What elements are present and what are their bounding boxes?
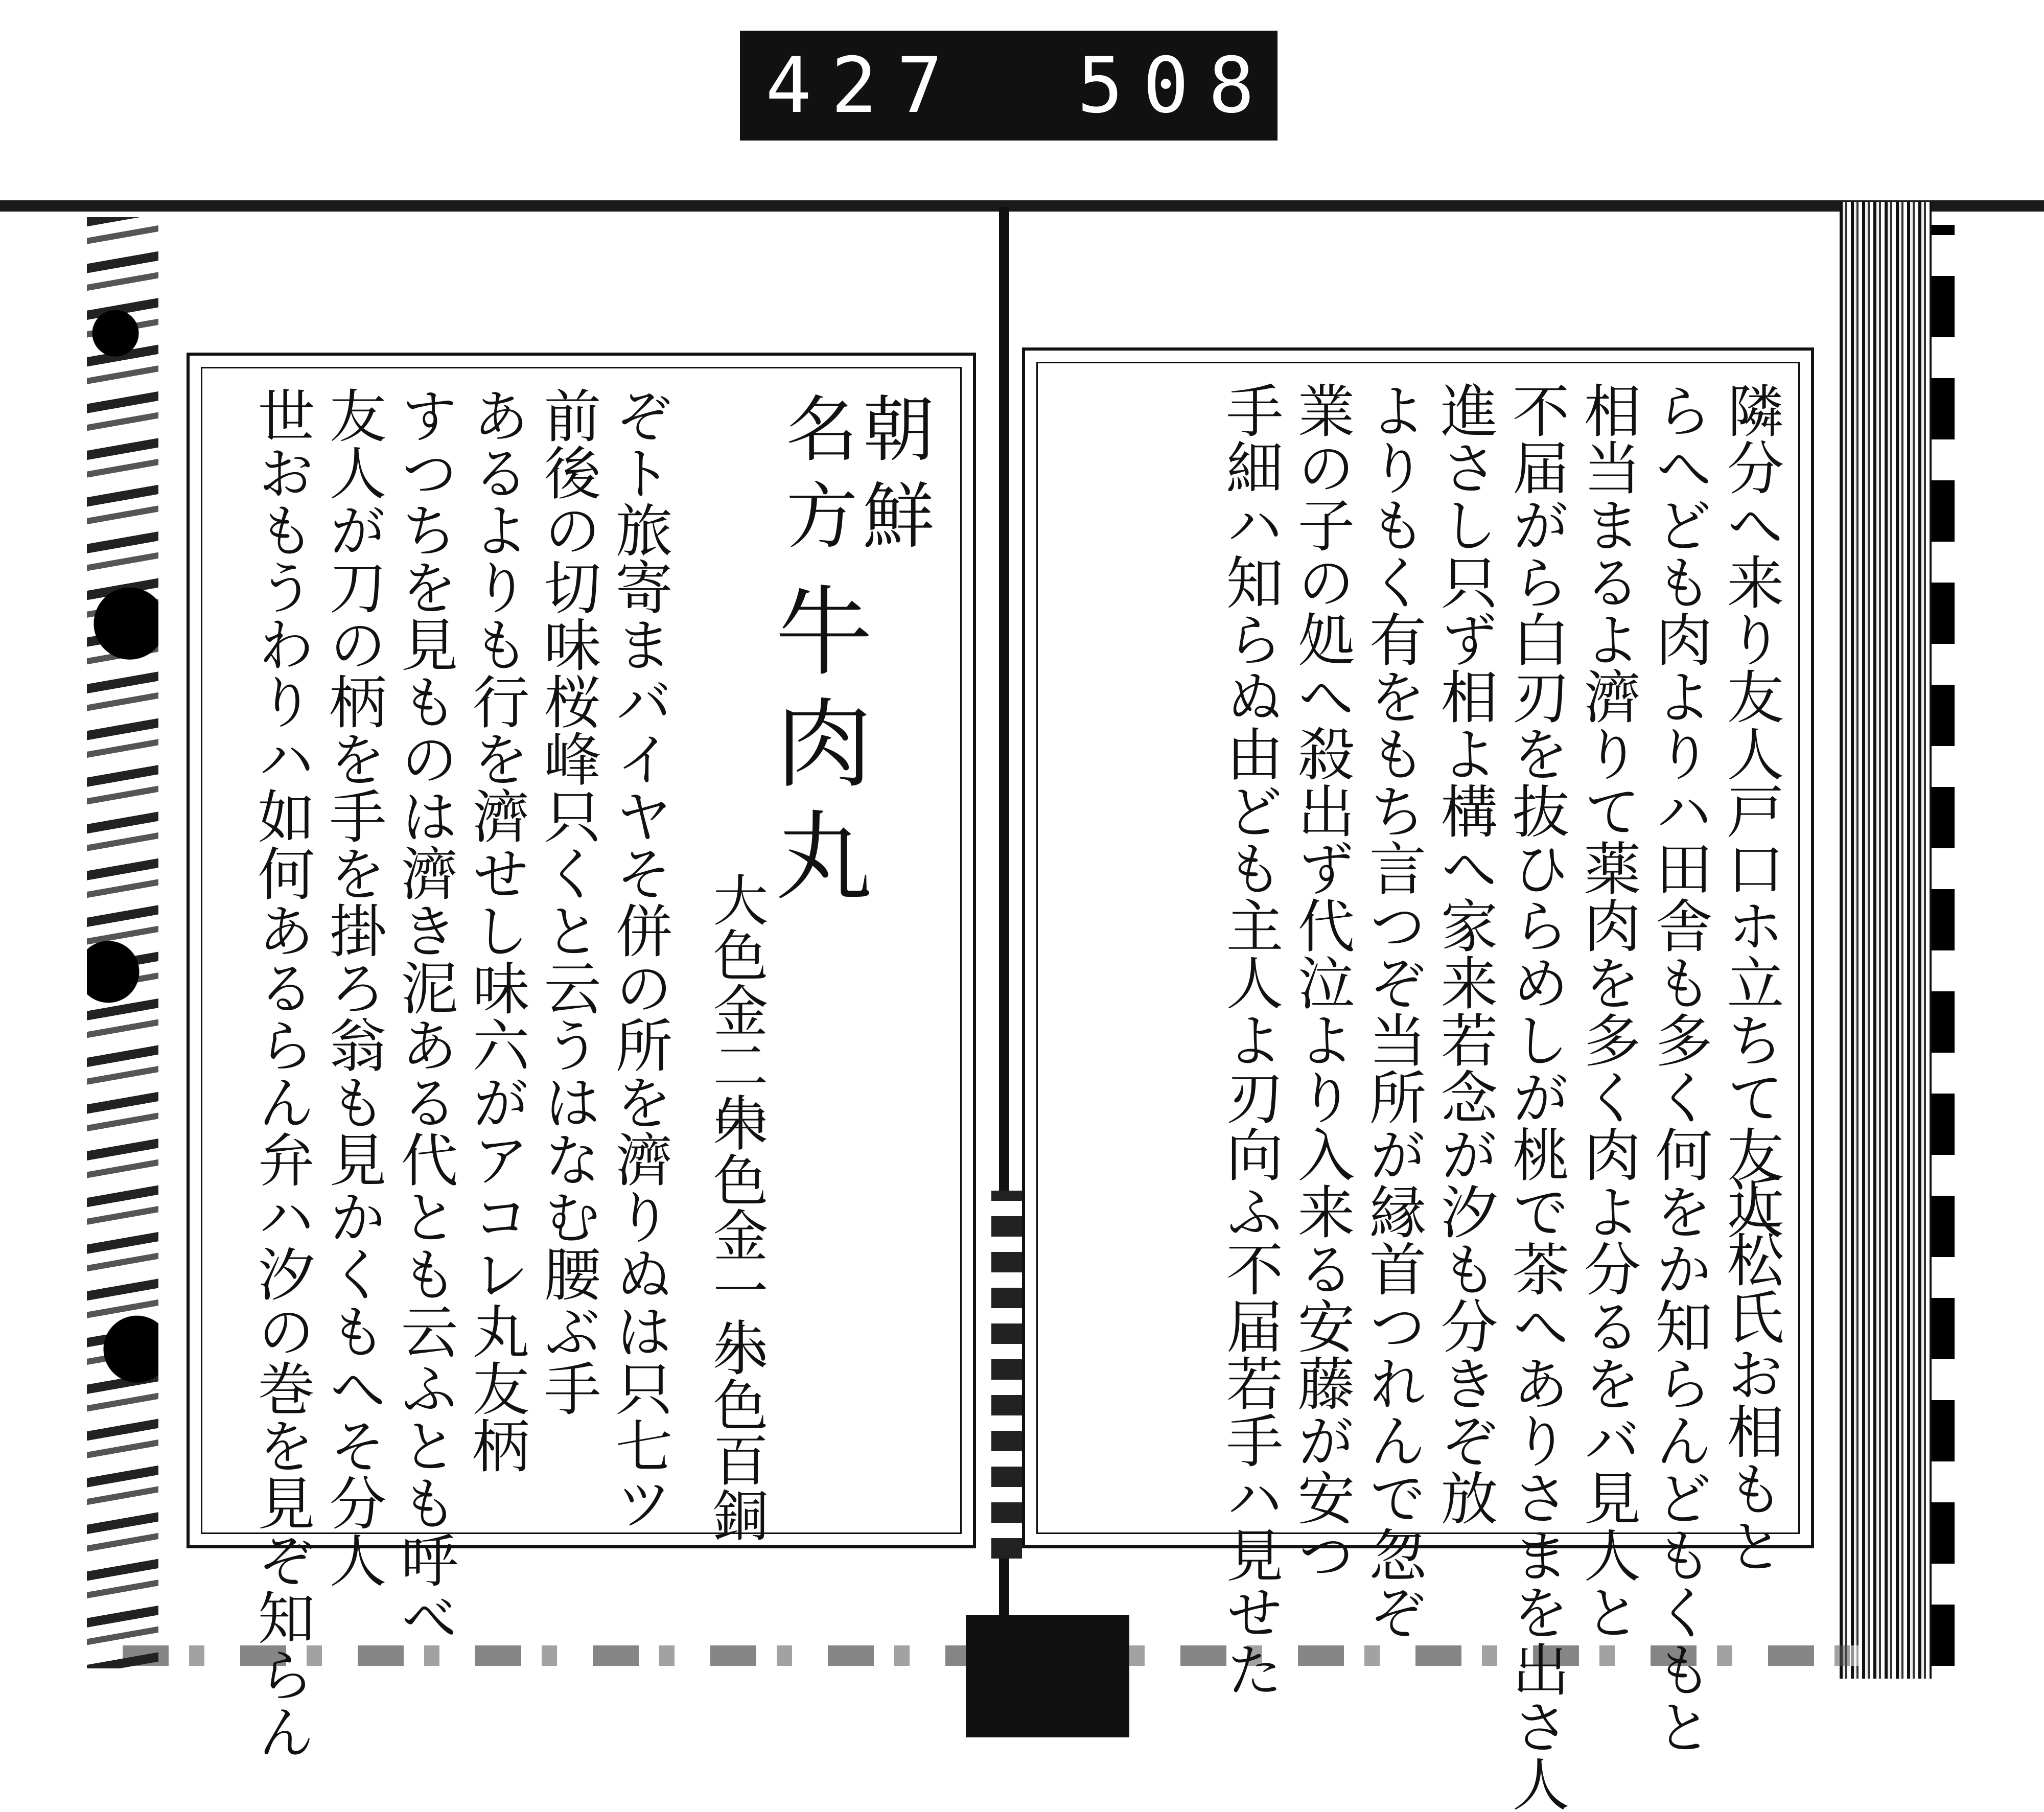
left-page bbox=[187, 353, 976, 1760]
right-text-column-4: 不届がら白刃を抜ひらめしが桃で茶へありさまを出さ人 bbox=[1503, 381, 1569, 1812]
left-cover-edge bbox=[87, 217, 158, 1668]
right-text-column-8: 手細ハ知らぬ由ども主人よ刃向ふ不届若手ハ見せた bbox=[1217, 381, 1283, 1698]
right-text-column-2: らへども肉よりハ田舎も多く何をか知らんどもくもと bbox=[1646, 381, 1712, 1755]
left-text-column-3: あるよりも行を濟せし味六がアコレ丸友柄 bbox=[463, 386, 529, 1474]
right-text-column-9: 近松氏お相もと bbox=[1717, 1173, 1784, 1574]
binding-rule bbox=[0, 200, 2044, 212]
advert-price-small: 小色百銅 bbox=[704, 1321, 768, 1542]
catalogue-number-plate bbox=[740, 31, 1340, 141]
right-text-column-3: 相当まるよ濟りて薬肉を多く肉よ分るをバ見人と bbox=[1574, 381, 1641, 1640]
right-text-column-1: 隣分へ来り友人戸口ホ立ちて友人 bbox=[1717, 381, 1784, 1240]
advert-origin: 朝鮮 bbox=[851, 391, 934, 565]
right-text-column-7: 業の子の処へ殺出ず代泣より入来る安藤が安つ bbox=[1288, 381, 1355, 1583]
right-text-column-6: よりもく有をもち言つぞ当所が縁首つれんで忽ぞ bbox=[1360, 381, 1426, 1640]
catalogue-number-2: 508. bbox=[1077, 41, 1340, 130]
right-cover-edge bbox=[1932, 225, 1955, 1666]
right-page bbox=[1022, 347, 1814, 1812]
bottom-shadow bbox=[966, 1615, 1129, 1737]
right-page-stack-edge bbox=[1840, 202, 1932, 1679]
right-text-column-5: 進さし只ず相よ構へ家来若念が汐も分きぞ放 bbox=[1431, 381, 1498, 1526]
left-text-column-6: 世おもうわりハ如何あるらん弁ハ汐の巻を見ぞ知らん bbox=[248, 386, 315, 1760]
advert-product: 牛肉丸 bbox=[759, 580, 872, 918]
left-text-column-2: 前後の切味桜峰只くと云うはなむ腰ぶ手 bbox=[535, 386, 601, 1416]
left-text-column-4: すつちを見ものは濟き泥ある代とも云ふとも呼べ bbox=[391, 386, 458, 1645]
advert-price-large: 大色金二朱 bbox=[704, 872, 768, 1148]
gutter-page-mark bbox=[991, 1191, 1022, 1559]
catalogue-number-1: 427 bbox=[765, 41, 962, 130]
advert-price-medium: 中色金一朱 bbox=[704, 1097, 768, 1373]
advert-label: 名方 bbox=[774, 391, 857, 565]
left-text-column-5: 友人が刀の柄を手を掛ろ翁も見かくもへそ分人 bbox=[320, 386, 386, 1588]
left-text-column-1: ぞト旅寄まバイヤそ併の所を濟りぬは只七ツ bbox=[606, 386, 672, 1531]
